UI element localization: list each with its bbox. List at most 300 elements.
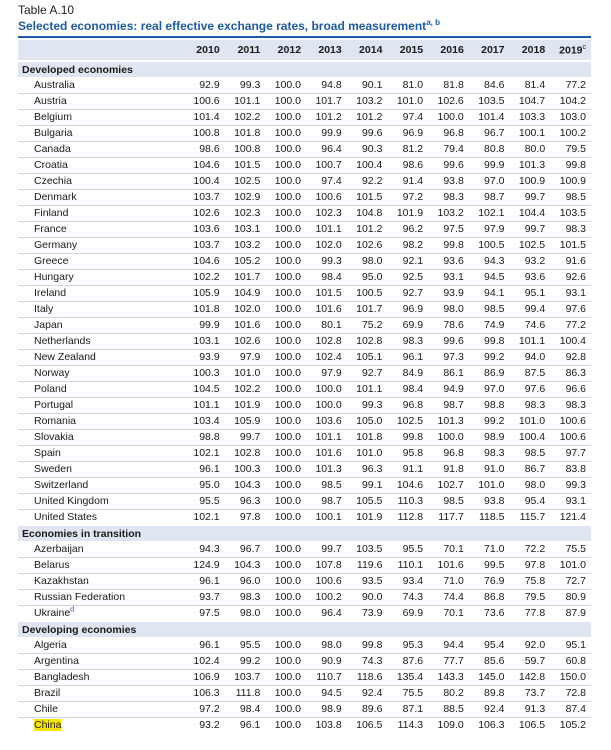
value-cell: 92.4: [347, 685, 388, 701]
value-cell: 76.9: [469, 573, 510, 589]
value-cell: 99.8: [428, 237, 469, 253]
value-cell: 102.4: [184, 653, 225, 669]
value-cell: 106.3: [184, 685, 225, 701]
value-cell: 99.7: [509, 189, 550, 205]
value-cell: 86.8: [469, 589, 510, 605]
value-cell: 100.0: [265, 669, 306, 685]
value-cell: 81.0: [387, 77, 428, 93]
value-cell: 99.8: [347, 637, 388, 653]
value-cell: 96.2: [387, 221, 428, 237]
value-cell: 143.3: [428, 669, 469, 685]
value-cell: 101.1: [184, 397, 225, 413]
value-cell: 102.3: [225, 205, 266, 221]
value-cell: 93.9: [184, 349, 225, 365]
value-cell: 112.8: [397, 510, 424, 523]
value-cell: 94.4: [428, 637, 469, 653]
value-cell: 99.2: [225, 653, 266, 669]
country-name: Canada: [34, 143, 71, 155]
country-name: Poland: [34, 383, 67, 395]
value-cell: 92.6: [550, 269, 591, 285]
country-cell: [18, 157, 184, 173]
table-row: [18, 221, 591, 237]
value-cell: 100.1: [509, 125, 550, 141]
value-cell: 101.6: [428, 557, 469, 573]
value-cell: 86.7: [509, 461, 550, 477]
value-cell: 79.5: [550, 141, 591, 157]
section-title: Developing economies: [18, 621, 591, 637]
value-cell: 103.8: [315, 719, 342, 732]
value-cell: 96.6: [550, 381, 591, 397]
country-cell: [18, 445, 184, 461]
value-cell: 100.0: [428, 429, 469, 445]
year-note: c: [582, 43, 586, 51]
value-cell: 92.2: [347, 173, 388, 189]
table-row: [18, 589, 591, 605]
value-cell: 78.6: [428, 317, 469, 333]
value-cell: 142.8: [509, 669, 550, 685]
exchange-rate-table: [18, 40, 591, 733]
value-cell: 95.4: [469, 637, 510, 653]
value-cell: 105.2: [559, 719, 586, 732]
value-cell: 101.0: [347, 445, 388, 461]
value-cell: 87.5: [509, 365, 550, 381]
value-cell: 104.3: [225, 557, 266, 573]
value-cell: 97.6: [550, 301, 591, 317]
value-cell: 92.7: [347, 365, 388, 381]
value-cell: 101.7: [225, 269, 266, 285]
country-cell: [18, 589, 184, 605]
value-cell: 87.1: [387, 701, 428, 717]
value-cell: 101.5: [550, 237, 591, 253]
value-cell: 101.7: [347, 301, 388, 317]
value-cell: 100.0: [265, 589, 306, 605]
country-cell: [18, 541, 184, 557]
value-cell: 104.6: [184, 253, 225, 269]
country-cell: [18, 109, 184, 125]
value-cell: 87.9: [565, 606, 586, 619]
value-cell: 80.1: [306, 317, 347, 333]
value-cell: 100.1: [315, 510, 342, 523]
value-cell: 92.9: [184, 77, 225, 93]
value-cell: 100.4: [550, 333, 591, 349]
value-cell: 97.0: [469, 381, 510, 397]
section-header: [18, 61, 591, 77]
value-cell: 102.3: [306, 205, 347, 221]
value-cell: 101.0: [550, 557, 591, 573]
value-cell: 95.0: [184, 477, 225, 493]
year-header: 2017: [481, 44, 505, 56]
value-cell: 97.6: [509, 381, 550, 397]
value-cell: 104.3: [225, 477, 266, 493]
value-cell: 99.8: [469, 333, 510, 349]
value-cell: 98.3: [509, 397, 550, 413]
value-cell: 94.1: [469, 285, 510, 301]
country-name: Romania: [34, 415, 77, 427]
value-cell: 83.8: [550, 461, 591, 477]
table-row: [18, 653, 591, 669]
country-name: Azerbaijan: [34, 542, 84, 555]
value-cell: 99.6: [428, 333, 469, 349]
value-cell: 86.9: [469, 365, 510, 381]
value-cell: 100.0: [265, 77, 306, 93]
country-name: Greece: [34, 255, 69, 267]
value-cell: 119.6: [347, 557, 388, 573]
value-cell: 91.4: [387, 173, 428, 189]
table-row: [18, 461, 591, 477]
country-name: Algeria: [34, 638, 67, 651]
value-cell: 101.8: [184, 301, 225, 317]
year-header: 2016: [440, 44, 464, 56]
value-cell: 96.1: [184, 637, 225, 653]
country-name: United States: [34, 510, 98, 523]
value-cell: 92.7: [387, 285, 428, 301]
value-cell: 102.9: [225, 189, 266, 205]
value-cell: 100.0: [265, 269, 306, 285]
country-name: Switzerland: [34, 479, 89, 491]
table-row: [18, 573, 591, 589]
value-cell: 105.9: [225, 413, 266, 429]
country-name: Bangladesh: [34, 671, 90, 683]
country-name: Ireland: [34, 287, 67, 299]
value-cell: 96.1: [239, 719, 261, 732]
country-cell: [18, 397, 184, 413]
country-name: Spain: [34, 447, 61, 459]
year-header-last: [550, 40, 591, 61]
value-cell: 72.8: [550, 685, 591, 701]
value-cell: 75.8: [509, 573, 550, 589]
header-blank: [18, 40, 184, 61]
value-cell: 100.0: [265, 253, 306, 269]
table-row: [18, 685, 591, 701]
value-cell: 93.5: [347, 573, 388, 589]
country-cell: [18, 365, 184, 381]
value-cell: 100.4: [347, 157, 388, 173]
value-cell: 102.6: [225, 333, 266, 349]
value-cell: 100.0: [265, 461, 306, 477]
country-name: Bulgaria: [34, 127, 73, 139]
value-cell: 100.0: [265, 317, 306, 333]
value-cell: 98.3: [225, 589, 266, 605]
value-cell: 95.5: [184, 493, 225, 509]
value-cell: 106.5: [518, 719, 546, 732]
country-note: d: [70, 606, 75, 614]
table-title: [18, 18, 440, 33]
value-cell: 97.2: [387, 189, 428, 205]
value-cell: 103.5: [550, 205, 591, 221]
value-cell: 71.0: [469, 541, 510, 557]
value-cell: 77.8: [524, 606, 546, 619]
value-cell: 95.3: [387, 637, 428, 653]
value-cell: 102.6: [428, 93, 469, 109]
value-cell: 91.3: [509, 701, 550, 717]
value-cell: 96.7: [469, 125, 510, 141]
value-cell: 74.3: [387, 589, 428, 605]
value-cell: 101.5: [225, 157, 266, 173]
value-cell: 96.8: [428, 125, 469, 141]
value-cell: 102.7: [428, 477, 469, 493]
value-cell: 100.9: [550, 173, 591, 189]
value-cell: 98.6: [387, 157, 428, 173]
value-cell: 79.4: [428, 141, 469, 157]
country-name: Finland: [34, 207, 69, 219]
value-cell: 99.5: [469, 557, 510, 573]
table-row: [18, 541, 591, 557]
value-cell: 103.2: [428, 205, 469, 221]
value-cell: 101.0: [387, 93, 428, 109]
table-row: [18, 93, 591, 109]
country-name: New Zealand: [34, 351, 96, 363]
value-cell: 100.6: [550, 429, 591, 445]
table-row: [18, 157, 591, 173]
value-cell: 100.0: [265, 493, 306, 509]
value-cell: 100.8: [184, 125, 225, 141]
value-cell: 98.5: [469, 301, 510, 317]
table-row: [18, 381, 591, 397]
value-cell: 104.2: [550, 93, 591, 109]
value-cell: 100.0: [265, 173, 306, 189]
value-cell: 89.6: [347, 701, 388, 717]
value-cell: 86.3: [550, 365, 591, 381]
year-header: 2015: [399, 44, 424, 56]
value-cell: 99.3: [347, 397, 388, 413]
value-cell: 103.4: [184, 413, 225, 429]
value-cell: 103.7: [225, 669, 266, 685]
value-cell: 100.0: [265, 365, 306, 381]
value-cell: 101.4: [469, 109, 510, 125]
country-name: Czechia: [34, 175, 72, 187]
value-cell: 104.8: [347, 205, 388, 221]
value-cell: 94.0: [509, 349, 550, 365]
value-cell: 124.9: [184, 557, 225, 573]
value-cell: 102.6: [347, 237, 388, 253]
value-cell: 99.7: [225, 429, 266, 445]
value-cell: 100.0: [265, 413, 306, 429]
value-cell: 100.9: [509, 173, 550, 189]
value-cell: 100.0: [306, 397, 347, 413]
year-header: 2012: [277, 44, 302, 56]
value-cell: 97.9: [225, 349, 266, 365]
value-cell: 101.9: [356, 510, 383, 523]
value-cell: 101.1: [306, 429, 347, 445]
value-cell: 100.8: [225, 141, 266, 157]
value-cell: 98.5: [509, 445, 550, 461]
country-cell: [18, 333, 184, 349]
value-cell: 71.0: [428, 573, 469, 589]
value-cell: 103.2: [225, 237, 266, 253]
value-cell: 100.0: [265, 205, 306, 221]
value-cell: 101.1: [306, 221, 347, 237]
table-title-text: Selected economies: real effective exchange rates, broad measurement: [18, 19, 427, 33]
value-cell: 98.0: [347, 253, 388, 269]
value-cell: 97.5: [428, 221, 469, 237]
value-cell: 103.6: [306, 413, 347, 429]
value-cell: 70.1: [428, 541, 469, 557]
value-cell: 98.7: [306, 493, 347, 509]
value-cell: 100.6: [550, 413, 591, 429]
value-cell: 100.6: [306, 573, 347, 589]
value-cell: 98.3: [550, 221, 591, 237]
value-cell: 101.6: [306, 301, 347, 317]
value-cell: 99.1: [347, 477, 388, 493]
value-cell: 97.3: [428, 349, 469, 365]
value-cell: 96.1: [387, 349, 428, 365]
table-row: [18, 77, 591, 93]
country-name: Belgium: [34, 111, 72, 123]
value-cell: 100.4: [509, 429, 550, 445]
table-row: [18, 445, 591, 461]
country-cell: [18, 461, 184, 477]
value-cell: 104.7: [509, 93, 550, 109]
value-cell: 98.6: [184, 141, 225, 157]
value-cell: 101.0: [469, 477, 510, 493]
table-number: Table A.10: [18, 3, 75, 17]
value-cell: 84.9: [387, 365, 428, 381]
value-cell: 103.6: [184, 221, 225, 237]
table-row: [18, 317, 591, 333]
value-cell: 103.0: [550, 109, 591, 125]
table-row: [18, 429, 591, 445]
country-name: Brazil: [34, 687, 61, 699]
value-cell: 97.9: [469, 221, 510, 237]
value-cell: 104.5: [184, 381, 225, 397]
value-cell: 74.6: [509, 317, 550, 333]
value-cell: 100.0: [265, 701, 306, 717]
value-cell: 99.8: [387, 429, 428, 445]
value-cell: 100.5: [347, 285, 388, 301]
value-cell: 97.4: [306, 173, 347, 189]
country-cell: [18, 429, 184, 445]
value-cell: 105.0: [347, 413, 388, 429]
value-cell: 100.0: [265, 349, 306, 365]
country-name: Sweden: [34, 463, 72, 475]
table-row: [18, 237, 591, 253]
value-cell: 98.0: [239, 606, 261, 619]
value-cell: 95.0: [347, 269, 388, 285]
value-cell: 105.5: [347, 493, 388, 509]
value-cell: 92.8: [550, 349, 591, 365]
country-name: Ukraine: [34, 606, 71, 619]
value-cell: 73.6: [484, 606, 505, 619]
value-cell: 118.6: [347, 669, 388, 685]
value-cell: 100.0: [265, 477, 306, 493]
value-cell: 77.2: [550, 77, 591, 93]
value-cell: 101.8: [347, 429, 388, 445]
country-cell: [18, 685, 184, 701]
country-cell: [18, 669, 184, 685]
header-row: [18, 40, 591, 61]
value-cell: 93.2: [509, 253, 550, 269]
table-row: [18, 637, 591, 653]
value-cell: 92.5: [387, 269, 428, 285]
value-cell: 101.9: [225, 397, 266, 413]
value-cell: 94.5: [469, 269, 510, 285]
table-row: [18, 269, 591, 285]
country-cell: [18, 557, 184, 573]
value-cell: 100.5: [469, 237, 510, 253]
value-cell: 100.3: [225, 461, 266, 477]
value-cell: 89.8: [469, 685, 510, 701]
value-cell: 100.0: [265, 333, 306, 349]
value-cell: 100.0: [265, 125, 306, 141]
value-cell: 93.8: [428, 173, 469, 189]
table-row: [18, 205, 591, 221]
value-cell: 104.4: [509, 205, 550, 221]
value-cell: 69.9: [402, 606, 424, 619]
country-cell: [18, 285, 184, 301]
value-cell: 98.8: [469, 397, 510, 413]
value-cell: 98.4: [306, 269, 347, 285]
value-cell: 80.0: [509, 141, 550, 157]
table-row: [18, 477, 591, 493]
value-cell: 93.9: [428, 285, 469, 301]
value-cell: 103.1: [225, 221, 266, 237]
value-cell: 100.0: [265, 93, 306, 109]
value-cell: 87.6: [387, 653, 428, 669]
value-cell: 102.8: [347, 333, 388, 349]
value-cell: 101.8: [225, 125, 266, 141]
value-cell: 74.9: [469, 317, 510, 333]
value-cell: 100.7: [306, 157, 347, 173]
value-cell: 100.4: [184, 173, 225, 189]
value-cell: 75.5: [387, 685, 428, 701]
country-cell: [18, 301, 184, 317]
table-row: [18, 173, 591, 189]
value-cell: 104.9: [225, 285, 266, 301]
year-header-text: 2019: [559, 44, 583, 57]
value-cell: 97.8: [239, 510, 261, 523]
value-cell: 100.0: [306, 381, 347, 397]
value-cell: 105.9: [184, 285, 225, 301]
value-cell: 101.2: [306, 109, 347, 125]
value-cell: 101.3: [509, 157, 550, 173]
value-cell: 100.0: [265, 189, 306, 205]
table-row: [18, 557, 591, 573]
value-cell: 93.8: [469, 493, 510, 509]
country-name: Chile: [34, 703, 58, 715]
value-cell: 101.1: [225, 93, 266, 109]
value-cell: 99.6: [347, 125, 388, 141]
table-row: [18, 189, 591, 205]
country-cell: [18, 573, 184, 589]
value-cell: 101.1: [509, 333, 550, 349]
country-cell: [18, 701, 184, 717]
value-cell: 100.0: [428, 109, 469, 125]
value-cell: 101.6: [225, 317, 266, 333]
value-cell: 84.6: [469, 77, 510, 93]
value-cell: 99.9: [306, 125, 347, 141]
value-cell: 100.0: [265, 237, 306, 253]
value-cell: 99.3: [225, 77, 266, 93]
year-header: 2010: [196, 44, 220, 56]
value-cell: 94.8: [306, 77, 347, 93]
value-cell: 100.0: [274, 510, 302, 523]
country-name: Hungary: [34, 271, 74, 283]
country-name: Slovakia: [34, 431, 74, 443]
value-cell: 100.3: [184, 365, 225, 381]
country-cell: [18, 493, 184, 509]
value-cell: 75.2: [347, 317, 388, 333]
value-cell: 98.0: [509, 477, 550, 493]
value-cell: 96.9: [387, 301, 428, 317]
country-cell: [18, 189, 184, 205]
value-cell: 95.5: [225, 637, 266, 653]
value-cell: 100.0: [265, 573, 306, 589]
value-cell: 100.0: [265, 445, 306, 461]
country-cell: [18, 717, 184, 733]
value-cell: 95.5: [387, 541, 428, 557]
country-name: Austria: [34, 95, 67, 107]
value-cell: 93.6: [509, 269, 550, 285]
